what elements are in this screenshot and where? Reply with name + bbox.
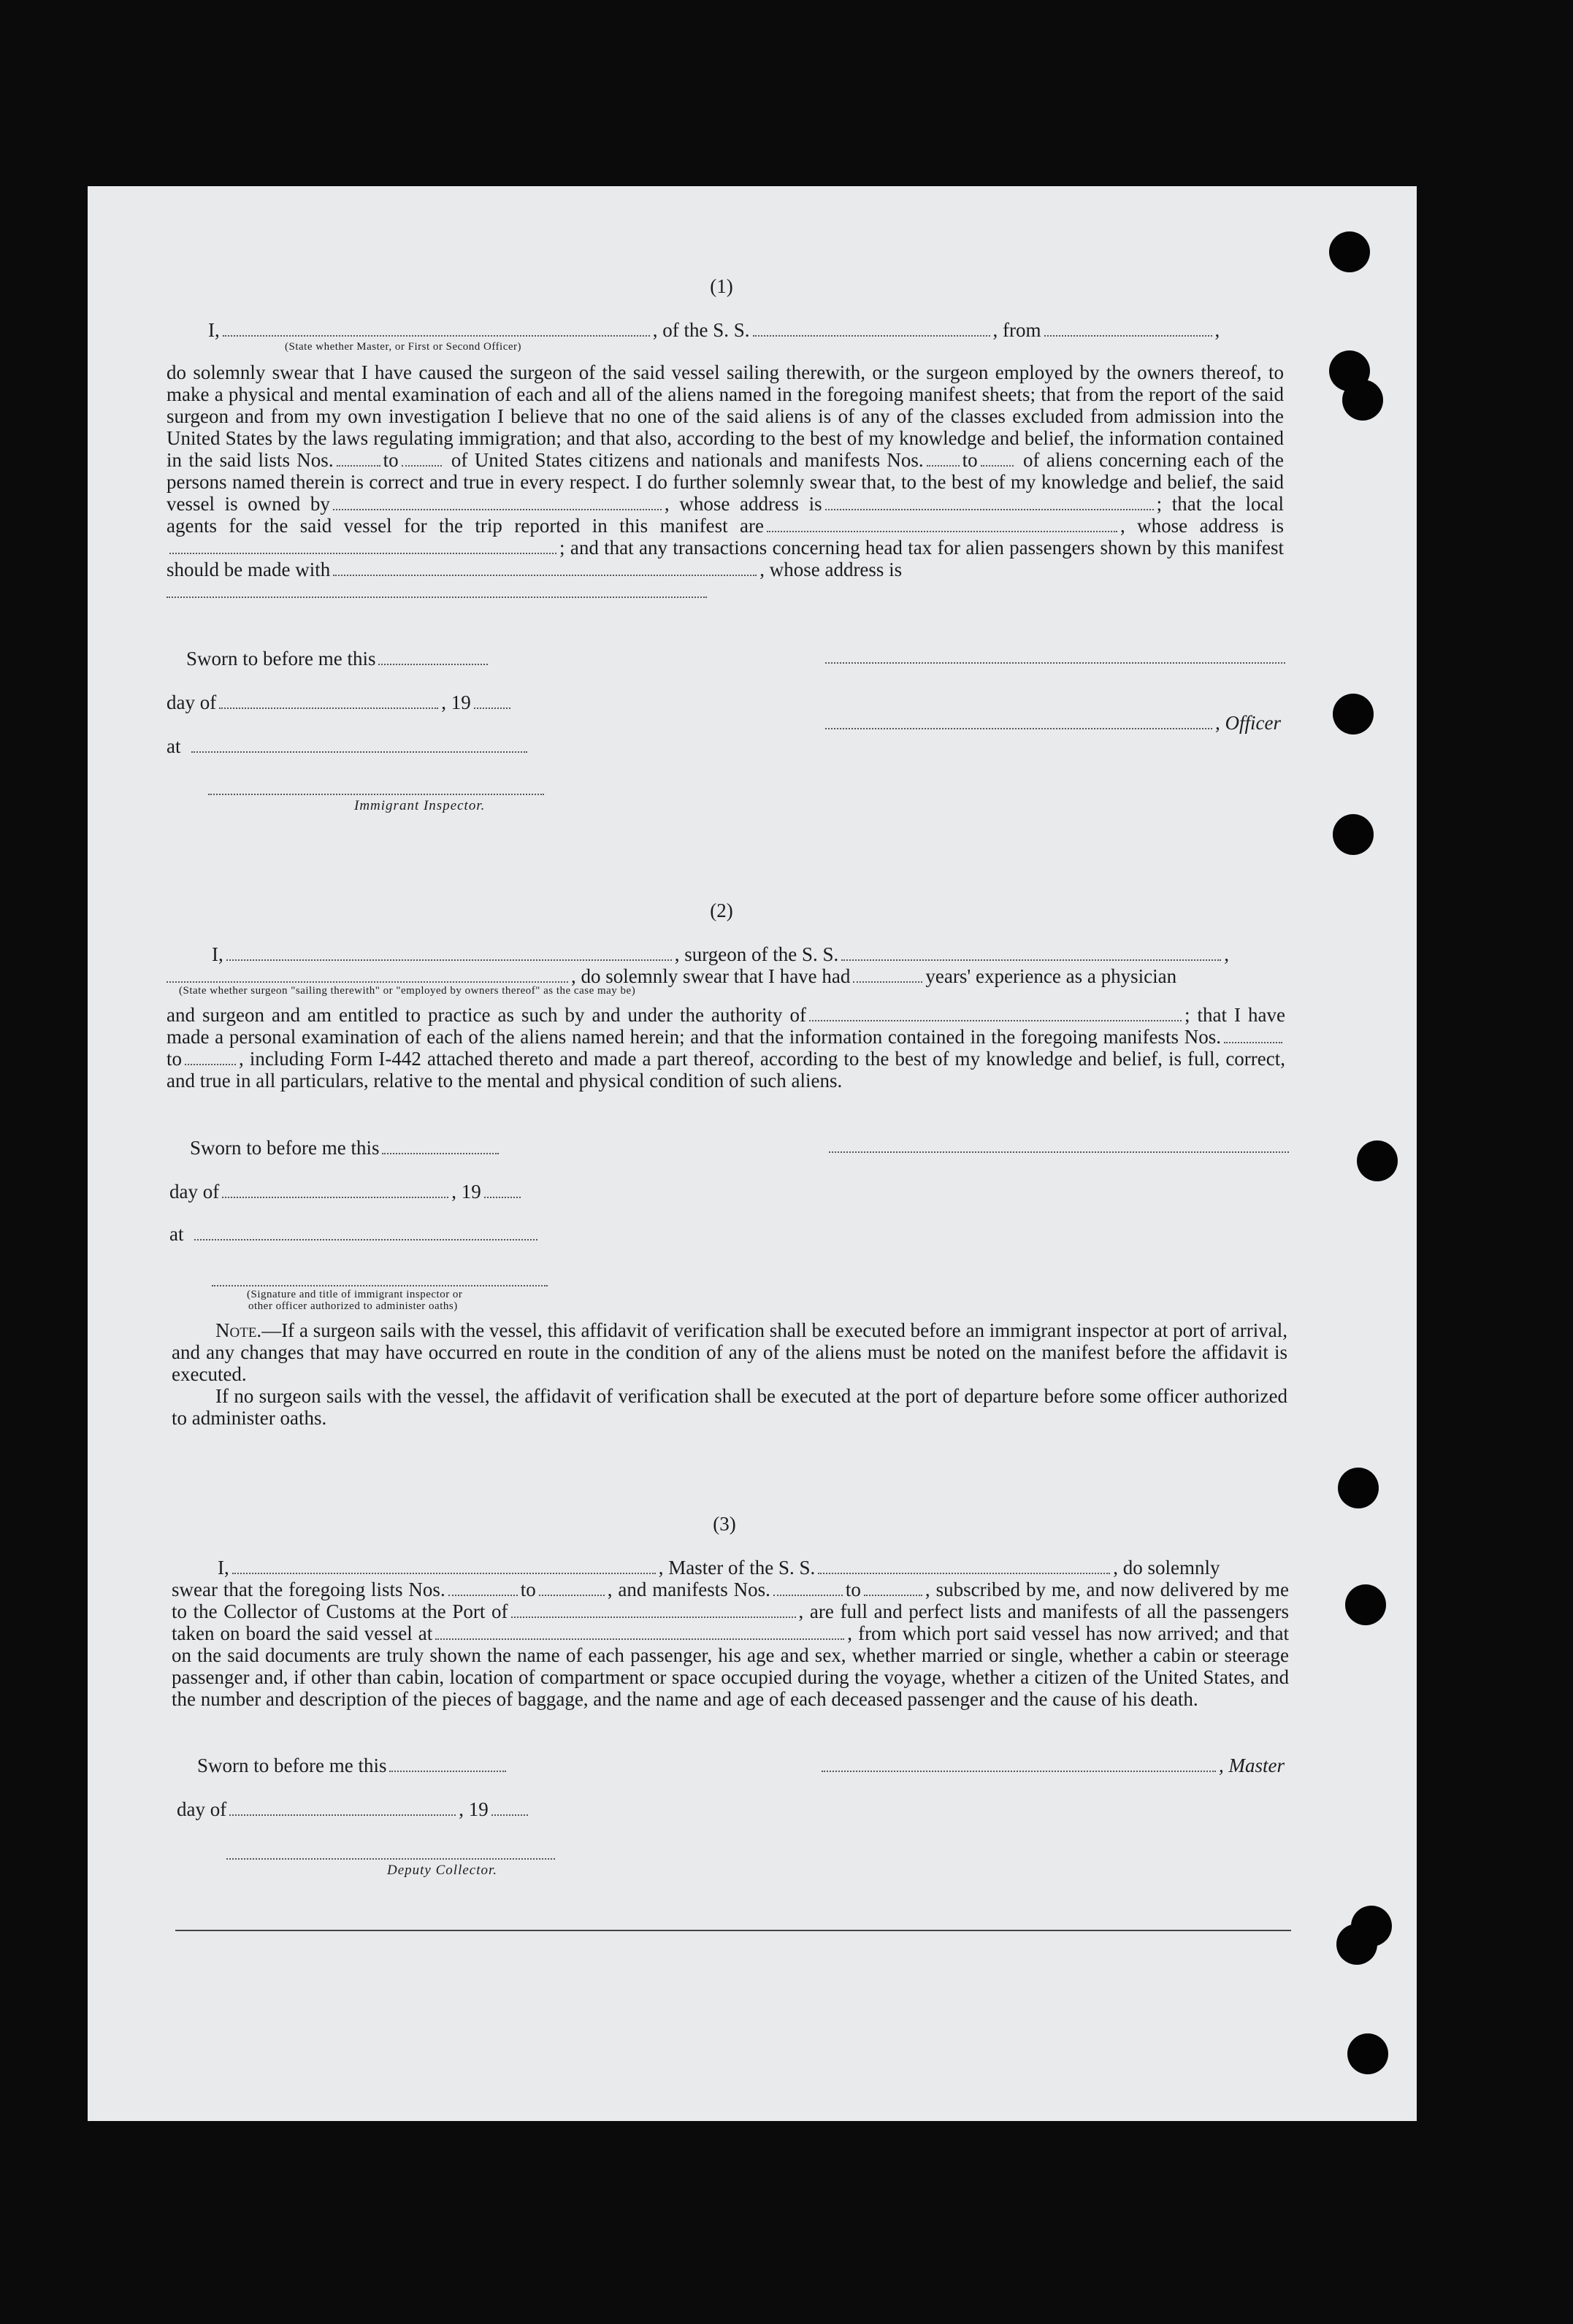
paragraph-text: , are full and perfect lists and manifests of all the passengers taken on board the said vessel at [172, 1600, 1289, 1644]
year-label: , 19 [459, 1798, 489, 1820]
sworn-label: Sworn to before me this [190, 1137, 380, 1159]
section-2-first-line [212, 943, 1229, 966]
label-i: I, [212, 943, 223, 965]
manifests-from-field-2[interactable] [1224, 1042, 1282, 1043]
sworn-label: Sworn to before me this [197, 1754, 387, 1776]
sworn-line-2 [190, 1137, 502, 1159]
head-tax-address-field[interactable] [167, 597, 707, 598]
at-label: at [167, 735, 181, 757]
agents-address-field[interactable] [169, 553, 556, 554]
sworn-date-field-2[interactable] [382, 1153, 499, 1154]
section-3-number: (3) [713, 1513, 736, 1535]
day-of-field[interactable] [219, 707, 438, 709]
at-label: at [169, 1223, 184, 1245]
manifests-to-field-3[interactable] [864, 1595, 922, 1596]
paragraph-text: , whose address is [1120, 515, 1284, 537]
label-to: to [383, 449, 399, 471]
punch-hole [1329, 231, 1370, 272]
sworn-date-field-3[interactable] [389, 1771, 506, 1772]
paragraph-text: of aliens concerning each of the persons named therein is correct and true in every respect. I do further solemnly swear that, to the best of my knowledge and belief, the said vessel is owned by [167, 449, 1284, 515]
paragraph-text: and surgeon and am entitled to practice as such by and under the authority of [167, 1004, 806, 1026]
paragraph-text: , do solemnly [1113, 1557, 1220, 1579]
section-3-first-line [218, 1557, 1220, 1579]
section-3-paragraph [172, 1579, 1289, 1710]
collector-signature-line[interactable] [226, 1858, 555, 1860]
inspector-signature-line-2[interactable] [212, 1285, 548, 1286]
manifests-from-field-3[interactable] [773, 1595, 843, 1596]
label-to: to [845, 1579, 861, 1600]
note-paragraph-2 [172, 1385, 1287, 1429]
day-line-1 [167, 691, 513, 714]
lists-from-field-3[interactable] [448, 1595, 518, 1596]
section-2-number: (2) [710, 900, 733, 921]
paragraph-text: , whose address is [664, 493, 822, 515]
paragraph-text: ; and that any transactions concerning head tax for alien passengers shown by this manifest should be made with [167, 537, 1284, 580]
manifests-to-field-2[interactable] [185, 1064, 236, 1065]
from-port-field[interactable] [1044, 335, 1212, 337]
paragraph-text: years' experience as a physician [925, 965, 1177, 987]
section-1-first-line [208, 319, 1220, 342]
officer-signature-field[interactable] [825, 728, 1212, 729]
sworn-line-1 [186, 648, 491, 670]
label-to: to [962, 449, 978, 471]
note-text: If no surgeon sails with the vessel, the affidavit of verification shall be executed at the port of departure before some officer authorized to administer oaths. [172, 1385, 1287, 1429]
day-of-label: day of [169, 1181, 220, 1203]
master-name-field[interactable] [232, 1573, 656, 1574]
at-place-field[interactable] [191, 751, 527, 753]
punch-hole [1342, 380, 1383, 421]
manifests-to-field[interactable] [981, 465, 1014, 467]
master-signature-field[interactable] [822, 1771, 1216, 1772]
year-label: , 19 [441, 691, 471, 713]
day-of-field-2[interactable] [222, 1197, 448, 1198]
year-field-2[interactable] [484, 1197, 521, 1198]
paragraph-text: , subscribed by me, and now delivered by me to the Collector of Customs at the Port of [172, 1579, 1290, 1622]
signature-caption-2: other officer authorized to administer oaths) [248, 1300, 458, 1312]
day-of-field-3[interactable] [229, 1814, 456, 1816]
label-to: to [167, 1048, 183, 1070]
signature-caption-1: (Signature and title of immigrant inspector or [247, 1289, 463, 1300]
year-field-3[interactable] [491, 1814, 528, 1816]
year-label: , 19 [451, 1181, 481, 1203]
years-experience-field[interactable] [853, 981, 922, 983]
authority-field[interactable] [809, 1020, 1182, 1021]
day-of-label: day of [177, 1798, 227, 1820]
punch-hole [1333, 694, 1374, 735]
label-i: I, [218, 1557, 229, 1579]
punctuation: , [1224, 943, 1230, 965]
punch-hole [1345, 1584, 1386, 1625]
surgeon-name-field[interactable] [226, 959, 672, 961]
lists-from-field[interactable] [337, 465, 380, 467]
section-2-paragraph [167, 1004, 1285, 1092]
lists-to-field[interactable] [402, 465, 442, 467]
master-caption: (State whether Master, or First or Second Officer) [285, 341, 522, 353]
paragraph-text: , whose address is [759, 559, 903, 580]
paragraph-text: swear that the foregoing lists Nos. [172, 1579, 445, 1600]
vessel-name-field-2[interactable] [841, 959, 1221, 961]
day-line-3 [177, 1798, 531, 1821]
vessel-at-field[interactable] [435, 1638, 844, 1640]
label-of-ss: , of the S. S. [652, 319, 750, 341]
sworn-label: Sworn to before me this [186, 648, 376, 670]
surgeon-signature-line[interactable] [829, 1151, 1289, 1153]
paragraph-text: , from which port said vessel has now arrived; and that on the said documents are truly shown the name of each passenger, his age and sex, whether married or single, whether a cabin or steerage passenger and, if other than cabin, location of compartment or space occupied during the voyage, whether a citizen of the United States, and the number and description of the pieces of baggage, and the name and age of each deceased passenger and the cause of his death. [172, 1622, 1289, 1710]
head-tax-party-field[interactable] [333, 575, 757, 576]
surgeon-caption: (State whether surgeon "sailing therewith" or "employed by owners thereof" as the case may be) [179, 985, 636, 997]
vessel-name-field[interactable] [753, 335, 990, 337]
punch-hole [1357, 1140, 1398, 1181]
paragraph-text: , and manifests Nos. [607, 1579, 770, 1600]
master-label: , Master [1219, 1754, 1285, 1776]
punch-hole [1336, 1924, 1377, 1965]
paragraph-text: do solemnly swear that I have caused the surgeon of the said vessel sailing therewith, or the surgeon employed by the owners thereof, to make a physical and mental examination of each and all of the aliens named in the foregoing manifest sheets; that from the report of the said surgeon and from my own investigation I believe that no one of the said aliens is of any of the classes excluded from admission into the United States by the laws regulating immigration; and that also, according to the best of my knowledge and belief, the information contained in the said lists Nos. [167, 361, 1284, 471]
note-text: —If a surgeon sails with the vessel, this affidavit of verification shall be executed before an immigrant inspector at port of arrival, and any changes that may have occurred en route in the condition of any of the aliens must be noted on the manifest before the affidavit is executed. [172, 1319, 1287, 1385]
sworn-line-3 [197, 1754, 509, 1777]
inspector-caption: Immigrant Inspector. [354, 798, 486, 813]
label-surgeon-of-ss: , surgeon of the S. S. [674, 943, 839, 965]
port-of-field[interactable] [511, 1617, 796, 1618]
vessel-name-field-3[interactable] [818, 1573, 1110, 1574]
paragraph-text: of United States citizens and nationals and manifests Nos. [451, 449, 924, 471]
day-line-2 [169, 1181, 524, 1203]
section-1-number: (1) [710, 275, 733, 297]
paragraph-text: ; that I have made a personal examination of each of the aliens named herein; and that the information contained in the foregoing manifests Nos. [167, 1004, 1285, 1048]
surgeon-type-field[interactable] [167, 981, 568, 983]
officer-label: , Officer [1215, 712, 1281, 734]
label-from: , from [992, 319, 1041, 341]
paragraph-text: , including Form I-442 attached thereto and made a part thereof, according to the best of my knowledge and belief, is full, correct, and true in all particulars, relative to the mental and physical condition of such aliens. [167, 1048, 1285, 1092]
paragraph-text: ; that the local agents for the said vessel for the trip reported in this manifest are [167, 493, 1284, 537]
section-1-paragraph [167, 361, 1284, 602]
label-to: to [520, 1579, 536, 1600]
local-agents-field[interactable] [767, 531, 1117, 532]
punch-hole [1338, 1468, 1379, 1508]
officer-signature-line-top[interactable] [825, 662, 1285, 664]
label-i: I, [208, 319, 220, 341]
officer-name-field[interactable] [223, 335, 650, 337]
note-label: Note. [215, 1319, 262, 1341]
officer-line [825, 712, 1281, 735]
bottom-divider [175, 1930, 1291, 1931]
owner-address-field[interactable] [825, 509, 1154, 510]
punch-hole [1347, 2033, 1388, 2074]
at-line-2 [169, 1223, 540, 1246]
at-place-field-2[interactable] [194, 1239, 537, 1240]
punch-hole [1333, 814, 1374, 855]
paragraph-text: , do solemnly swear that I have had [571, 965, 851, 987]
note-paragraph-1 [172, 1319, 1287, 1385]
punctuation: , [1214, 319, 1220, 341]
label-master-of-ss: , Master of the S. S. [658, 1557, 816, 1579]
form-page [88, 186, 1417, 2121]
manifests-from-field[interactable] [927, 465, 960, 467]
master-signature-line [822, 1754, 1285, 1777]
lists-to-field-3[interactable] [539, 1595, 605, 1596]
collector-caption: Deputy Collector. [387, 1863, 498, 1878]
year-field[interactable] [474, 707, 510, 709]
at-line-1 [167, 735, 530, 758]
sworn-date-field[interactable] [378, 664, 488, 665]
inspector-signature-line[interactable] [208, 794, 544, 795]
day-of-label: day of [167, 691, 217, 713]
owner-field[interactable] [333, 509, 662, 510]
